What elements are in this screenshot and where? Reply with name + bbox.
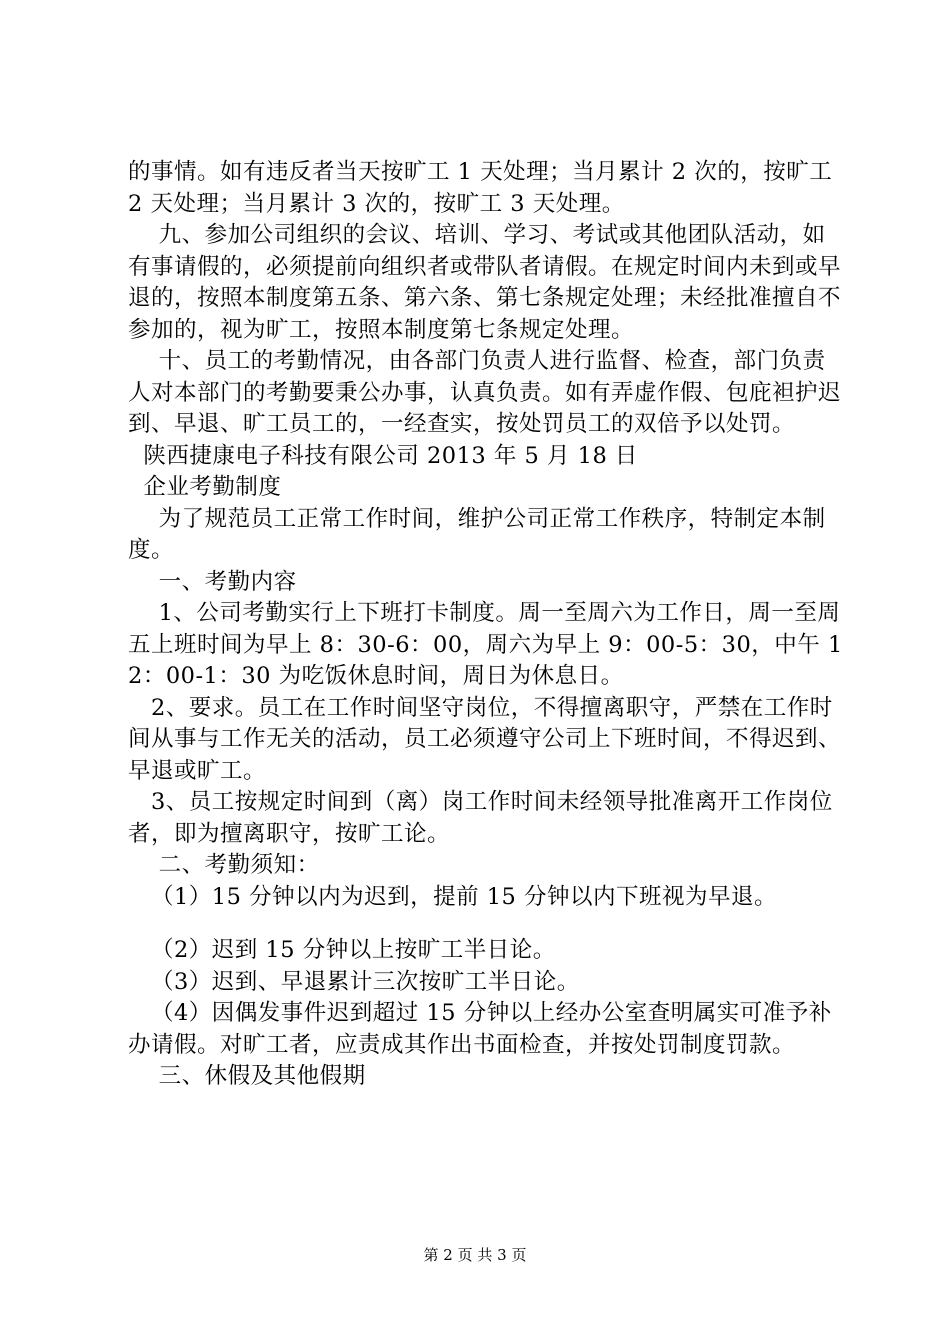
paragraph-rule-3: 3、员工按规定时间到（离）岗工作时间未经领导批准离开工作岗位者，即为擅离职守，按旷工论。 bbox=[128, 789, 833, 847]
paragraph-continuation: 的事情。如有违反者当天按旷工 1 天处理；当月累计 2 次的，按旷工 2 天处理；当月累计 3 次的，按旷工 3 天处理。 bbox=[128, 159, 840, 217]
notice-item-3: （3）迟到、早退累计三次按旷工半日论。 bbox=[128, 968, 580, 995]
company-signature-date: 陕西捷康电子科技有限公司 2013 年 5 月 18 日 bbox=[128, 442, 638, 469]
paragraph-intro: 为了规范员工正常工作时间，维护公司正常工作秩序，特制定本制度。 bbox=[128, 505, 826, 563]
heading-leave: 三、休假及其他假期 bbox=[128, 1063, 366, 1089]
paragraph-rule-2: 2、要求。员工在工作时间坚守岗位，不得擅离职守，严禁在工作时间从事与工作无关的活动，员工必须遵守公司上下班时间，不得迟到、早退或旷工。 bbox=[128, 694, 842, 784]
heading-attendance-content: 一、考勤内容 bbox=[128, 568, 297, 595]
page-number-footer: 第 2 页 共 3 页 bbox=[423, 1246, 527, 1264]
notice-item-4: （4）因偶发事件迟到超过 15 分钟以上经办公室查明属实可准予补办请假。对旷工者，应责成其作出书面检查，并按处罚制度罚款。 bbox=[128, 1000, 832, 1058]
paragraph-item-ten: 十、员工的考勤情况，由各部门负责人进行监督、检查，部门负责人对本部门的考勤要秉公办事，认真负责。如有弄虚作假、包庇袒护迟到、早退、旷工员工的，一经查实，按处罚员工的双倍予以处罚。 bbox=[128, 348, 842, 437]
section-title: 企业考勤制度 bbox=[128, 474, 282, 500]
notice-item-2: （2）迟到 15 分钟以上按旷工半日论。 bbox=[128, 937, 556, 963]
notice-item-1: （1）15 分钟以内为迟到，提前 15 分钟以内下班视为早退。 bbox=[128, 883, 778, 910]
paragraph-rule-1: 1、公司考勤实行上下班打卡制度。周一至周六为工作日，周一至周五上班时间为早上 8：30-6：00，周六为早上 9：00-5：30，中午 12：00-1：30 为吃饭休息时间，周日为休息日。 bbox=[128, 600, 843, 689]
document-body bbox=[128, 157, 848, 1093]
paragraph-item-nine: 九、参加公司组织的会议、培训、学习、考试或其他团队活动，如有事请假的，必须提前向组织者或带队者请假。在规定时间内未到或早退的，按照本制度第五条、第六条、第七条规定处理；未经批准擅自不参加的，视为旷工，按照本制度第七条规定处理。 bbox=[128, 222, 842, 343]
heading-attendance-notice: 二、考勤须知： bbox=[128, 852, 320, 878]
